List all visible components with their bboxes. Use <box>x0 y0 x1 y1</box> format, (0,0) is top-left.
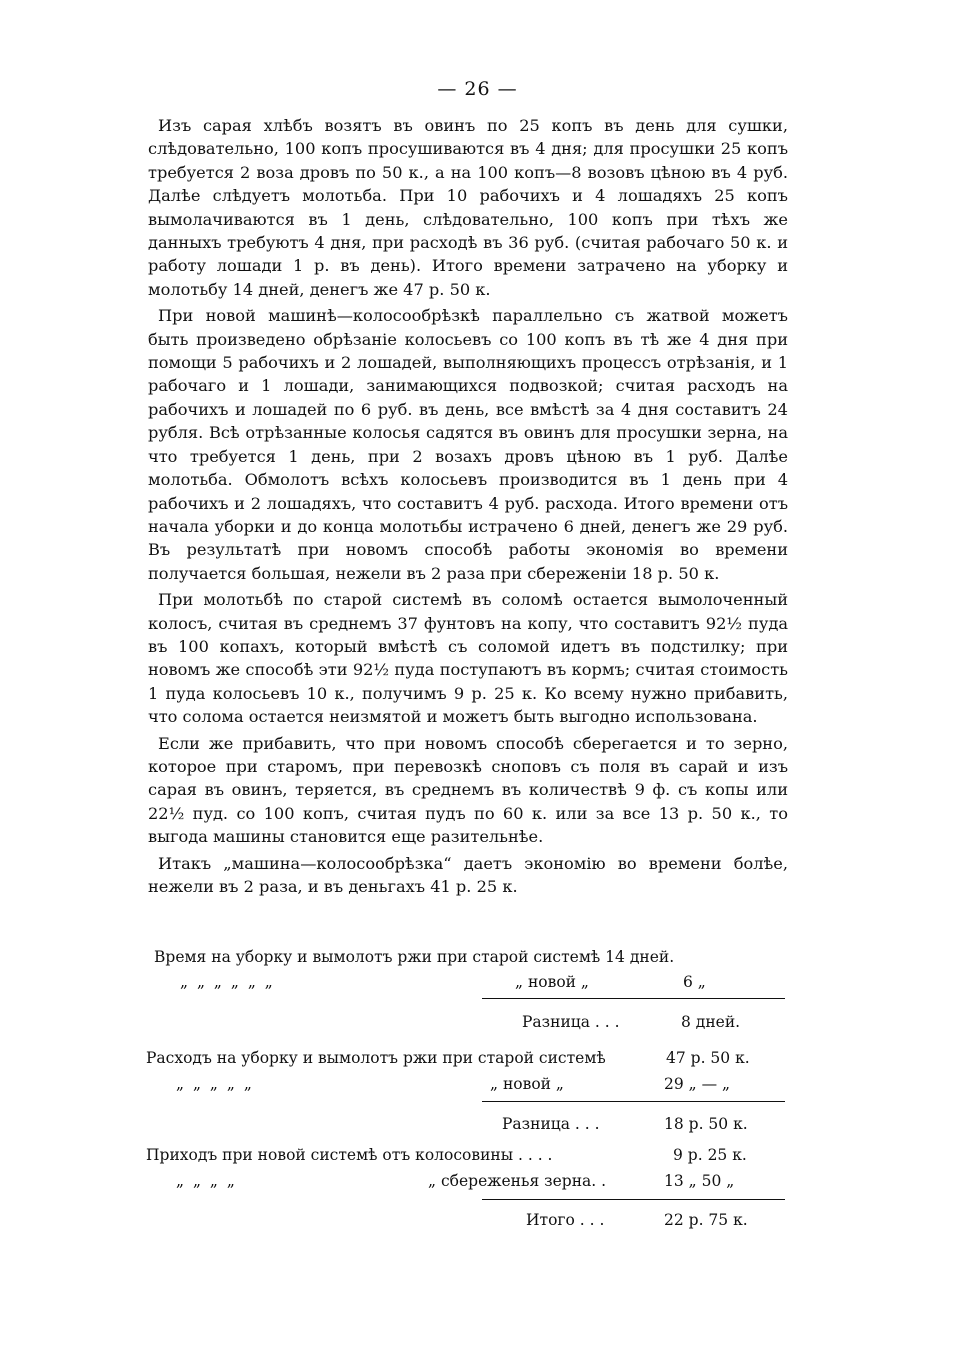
income1-value: 9 р. 25 к. <box>673 1146 747 1164</box>
cost-new-value: 29 „ — „ <box>664 1075 731 1093</box>
summary-income1-row <box>140 1143 790 1167</box>
income1-label: Приходъ при новой системѣ отъ колосовины . . . . <box>146 1146 553 1164</box>
summary-time-new-row <box>140 970 790 994</box>
divider-time <box>482 998 785 999</box>
summary-cost-diff-row <box>140 1112 790 1136</box>
cost-old-value: 47 р. 50 к. <box>666 1049 750 1067</box>
time-old-text: Время на уборку и вымолотъ ржи при старой системѣ 14 дней. <box>154 948 675 966</box>
summary-total-row <box>140 1208 790 1232</box>
cost-new-ditto: „ „ „ „ „ <box>176 1075 254 1093</box>
income2-value: 13 „ 50 „ <box>664 1172 735 1190</box>
summary-income2-row <box>140 1169 790 1193</box>
paragraph-1: Изъ сарая хлѣбъ возятъ въ овинъ по 25 копъ въ день для сушки, слѣдовательно, 100 копъ просушиваются въ 4 дня; для просушки 25 копъ требуется 2 воза дровъ по 50 к., а на 100 копъ—8 возовъ цѣною въ 4 руб. Далѣе слѣдуетъ молотьба. При 10 рабочихъ и 4 лошадяхъ 25 копъ вымолачиваются въ 1 день, слѣдовательно, 100 копъ при тѣхъ же данныхъ требуютъ 4 дня, при расходѣ въ 36 руб. (считая рабочаго 50 к. и работу лошади 1 р. въ день). Итого времени затрачено на уборку и молотьбу 14 дней, денегъ же 47 р. 50 к. <box>148 116 788 299</box>
divider-total <box>482 1199 785 1200</box>
cost-old-label: Расходъ на уборку и вымолотъ ржи при старой системѣ <box>146 1049 606 1067</box>
income2-label: „ сбереженья зерна. . <box>428 1172 607 1190</box>
total-label: Итого . . . <box>526 1211 605 1229</box>
cost-new-label: „ новой „ <box>490 1075 564 1093</box>
total-value: 22 р. 75 к. <box>664 1211 748 1229</box>
summary-time-old-row <box>140 945 790 969</box>
time-new-ditto: „ „ „ „ „ „ <box>180 973 275 991</box>
cost-diff-label: Разница . . . <box>502 1115 600 1133</box>
divider-cost <box>482 1101 785 1102</box>
paragraph-2: При новой машинѣ—колосообрѣзкѣ параллельно съ жатвой можетъ быть произведено обрѣзаніе колосьевъ со 100 копъ въ тѣ же 4 дня при помощи 5 рабочихъ и 2 лошадей, выполняющихъ процессъ отрѣзанія, и 1 рабочаго и 1 лошади, занимающихся подвозкой; считая расходъ на рабочихъ и лошадей по 6 руб. въ день, все вмѣстѣ за 4 дня составитъ 24 рубля. Всѣ отрѣзанные колосья садятся въ овинъ для просушки зерна, на что требуется 1 день, при 2 возахъ дровъ цѣною въ 1 руб. Далѣе молотьба. Обмолотъ всѣхъ колосьевъ производится въ 1 день при 4 рабочихъ и 2 лошадяхъ, что составитъ 4 руб. расхода. Итого времени отъ начала уборки и до конца молотьбы истрачено 6 дней, денегъ же 29 руб. Въ результатѣ при новомъ способѣ работы экономія во времени получается большая, нежели въ 2 раза при сбереженіи 18 р. 50 к. <box>148 306 788 583</box>
cost-diff-value: 18 р. 50 к. <box>664 1115 748 1133</box>
summary-time-diff-row <box>140 1010 790 1034</box>
paragraph-4: Если же прибавить, что при новомъ способѣ сберегается и то зерно, которое при старомъ, при перевозкѣ сноповъ съ поля въ сарай и изъ сарая въ овинъ, теряется, въ среднемъ въ количествѣ 9 ф. съ копы или 22½ пуд. со 100 копъ, считая пудъ по 60 к. или за все 13 р. 50 к., то выгода машины становится еще разительнѣе. <box>148 733 788 847</box>
paragraph-3: При молотьбѣ по старой системѣ въ соломѣ остается вымолоченный колосъ, считая въ среднемъ 37 фунтовъ на копу, что составитъ 92½ пуда въ 100 копахъ, который вмѣстѣ съ соломой идетъ въ подстилку; при новомъ же способѣ эти 92½ пуда поступаютъ въ кормъ; считая стоимость 1 пуда колосьевъ 10 к., получимъ 9 р. 25 к. Ко всему нужно прибавить, что солома остается неизмятой и можетъ быть выгодно использована. <box>148 590 788 727</box>
time-diff-label: Разница . . . <box>522 1013 620 1031</box>
time-diff-value: 8 дней. <box>681 1013 741 1031</box>
time-new-value: 6 „ <box>683 973 706 991</box>
summary-cost-old-row <box>140 1046 790 1070</box>
time-new-label: „ новой „ <box>515 973 589 991</box>
page-number: — 26 — <box>437 78 518 100</box>
body-text <box>148 114 788 901</box>
income2-ditto: „ „ „ „ <box>176 1172 237 1190</box>
summary-cost-new-row <box>140 1072 790 1096</box>
paragraph-5: Итакъ „машина—колосообрѣзка“ даетъ экономію во времени болѣе, нежели въ 2 раза, и въ деньгахъ 41 р. 25 к. <box>148 853 788 896</box>
